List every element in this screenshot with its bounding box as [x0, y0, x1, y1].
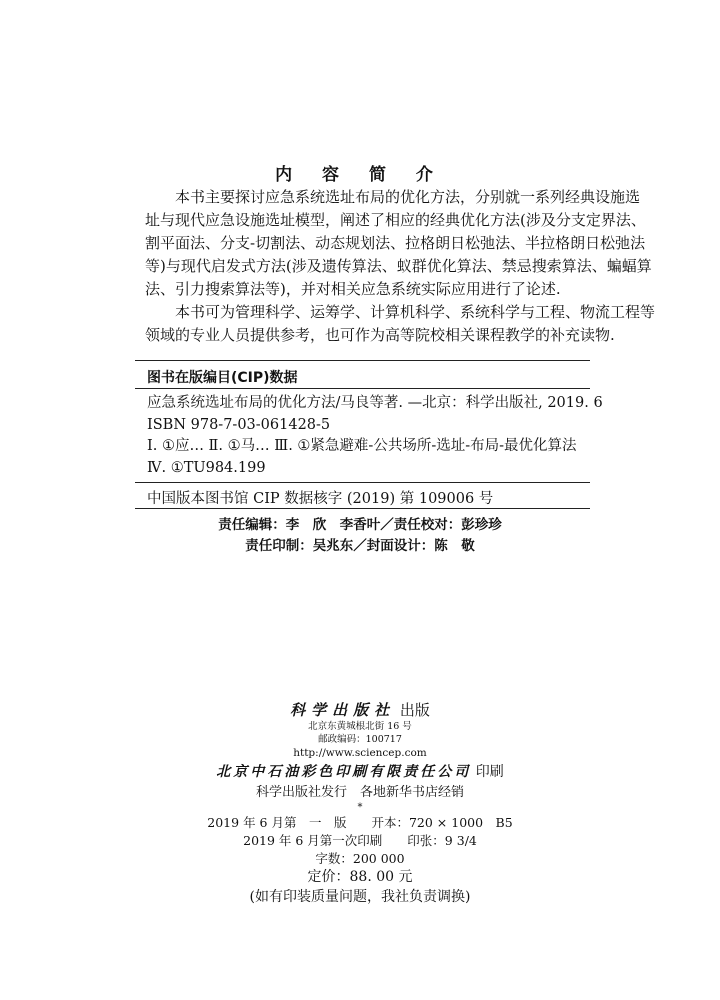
abstract-title: 内 容 简 介: [275, 165, 445, 185]
credits-line: 责任印制：吴兆东／封面设计：陈 敬: [245, 538, 475, 554]
price: 定价：88. 00 元: [307, 869, 413, 885]
divider: [135, 388, 590, 389]
distribution-line: 科学出版社发行 各地新华书店经销: [255, 785, 464, 800]
publisher-postcode: 邮政编码：100717: [318, 734, 402, 745]
cip-entry: Ⅳ. ①TU984.199: [147, 459, 266, 476]
divider: [135, 482, 590, 483]
divider: [135, 508, 590, 509]
publisher-name-line: [0, 700, 720, 720]
edition-line: 2019 年 6 月第 一 版 开本：720 × 1000 B5: [207, 815, 513, 830]
printer-suffix: 印刷: [475, 764, 504, 780]
publisher-address: 北京东黄城根北街 16 号: [308, 721, 412, 732]
abstract-line: 等)与现代启发式方法(涉及遗传算法、蚁群优化算法、禁忌搜索算法、蝙蝠算: [145, 257, 652, 275]
cip-entries: [147, 393, 603, 479]
publisher-logo-text: 科学出版社: [290, 701, 396, 719]
abstract-line: 址与现代应急设施选址模型，阐述了相应的经典优化方法(涉及分支定界法、: [145, 211, 646, 229]
word-count: 字数：200 000: [315, 851, 405, 866]
divider: [135, 360, 590, 361]
abstract-line: 法、引力搜索算法等)，并对相关应急系统实际应用进行了论述.: [145, 280, 561, 298]
editorial-credits: [0, 515, 720, 557]
abstract-paragraph-1: [145, 186, 652, 301]
cip-entry: ISBN 978-7-03-061428-5: [147, 416, 331, 433]
printer-line: [0, 761, 720, 783]
publisher-info: [0, 700, 720, 907]
cip-data-box: [135, 360, 603, 508]
abstract-line: 本书可为管理科学、运筹学、计算机科学、系统科学与工程、物流工程等: [175, 303, 656, 321]
cip-entry: Ⅰ. ①应… Ⅱ. ①马… Ⅲ. ①紧急避难-公共场所-选址-布局-最优化算法: [147, 438, 577, 454]
quality-note: (如有印装质量问题，我社负责调换): [249, 889, 471, 905]
cip-title: 图书在版编目(CIP)数据: [147, 370, 298, 386]
abstract-line: 领域的专业人员提供参考，也可作为高等院校相关课程教学的补充读物.: [145, 326, 615, 344]
separator-star: *: [357, 802, 363, 813]
abstract-line: 本书主要探讨应急系统选址布局的优化方法，分别就一系列经典设施选: [175, 188, 641, 206]
abstract-paragraph-2: [145, 301, 656, 347]
publisher-url: http://www.sciencep.com: [293, 747, 427, 759]
cip-check-number: 中国版本图书馆 CIP 数据核字 (2019) 第 109006 号: [147, 491, 494, 507]
cip-entry: 应急系统选址布局的优化方法/马良等著. —北京：科学出版社, 2019. 6: [147, 395, 603, 411]
abstract-line: 割平面法、分支-切割法、动态规划法、拉格朗日松弛法、半拉格朗日松弛法: [145, 234, 646, 252]
abstract-body: [145, 186, 656, 347]
printing-line: 2019 年 6 月第一次印刷 印张：9 3/4: [243, 833, 477, 848]
printer-name: 北京中石油彩色印刷有限责任公司: [216, 764, 472, 780]
credits-line: 责任编辑：李 欣 李香叶／责任校对：彭珍珍: [218, 517, 502, 533]
publisher-suffix: 出版: [399, 701, 430, 719]
